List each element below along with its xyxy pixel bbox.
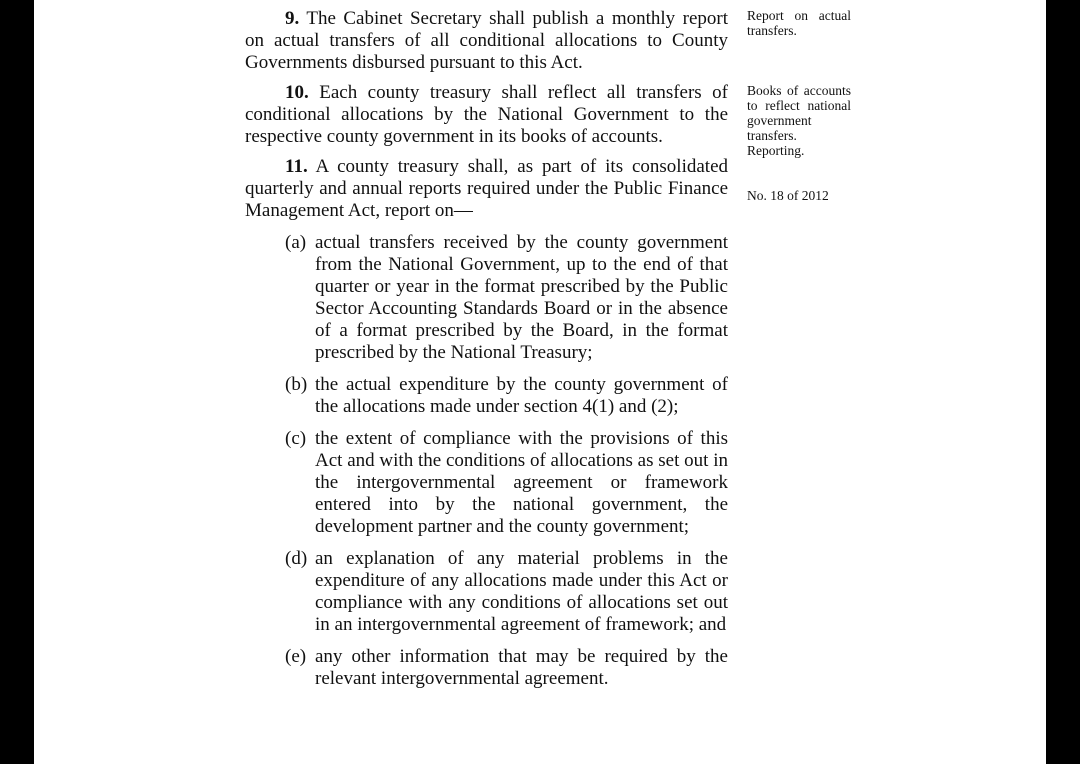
item-label: (e) xyxy=(285,646,307,667)
item-label: (d) xyxy=(285,548,308,569)
section-number: 9. xyxy=(285,8,300,29)
margin-note-act-reference: No. 18 of 2012 xyxy=(747,188,829,203)
section-text: A county treasury shall, as part of its consolidated quarterly and annual reports required under the Public Finance Management Act, report on— xyxy=(245,156,729,221)
item-label: (a) xyxy=(285,232,307,253)
list-item-d xyxy=(245,548,728,636)
section-number: 11. xyxy=(285,156,308,177)
paragraph-list xyxy=(245,232,728,690)
section-10 xyxy=(245,82,728,148)
item-text: the actual expenditure by the county government of the allocations made under section 4(1) and (2); xyxy=(315,374,728,417)
section-number: 10. xyxy=(285,82,309,103)
item-label: (b) xyxy=(285,374,308,395)
item-text: an explanation of any material problems in the expenditure of any allocations made under this Act or compliance with any conditions of allocations set out in an intergovernmental agreement of framework; and xyxy=(315,548,728,635)
main-text-column xyxy=(245,8,728,700)
section-text: The Cabinet Secretary shall publish a monthly report on actual transfers of all conditional allocations to County Governments disbursed pursuant to this Act. xyxy=(245,8,728,73)
section-9 xyxy=(245,8,728,74)
margin-note-books-text: Books of accounts to reflect national government transfers. xyxy=(747,83,851,143)
list-item-c xyxy=(245,428,728,538)
item-text: any other information that may be required by the relevant intergovernmental agreement. xyxy=(315,646,728,689)
document-page xyxy=(34,0,1046,764)
margin-note-books-of-accounts xyxy=(747,83,851,158)
list-item-a xyxy=(245,232,728,364)
list-item-b xyxy=(245,374,728,418)
item-label: (c) xyxy=(285,428,307,449)
margin-note-report-on-transfers: Report on actual transfers. xyxy=(747,8,851,38)
list-item-e xyxy=(245,646,728,690)
item-text: the extent of compliance with the provisions of this Act and with the conditions of allocations as set out in the intergovernmental agreement or framework entered into by the national government, the development partner and the county government; xyxy=(315,428,728,537)
section-11 xyxy=(245,156,728,222)
section-text: Each county treasury shall reflect all transfers of conditional allocations by the National Government to the respective county government in its books of accounts. xyxy=(245,82,728,147)
item-text: actual transfers received by the county government from the National Government, up to the end of that quarter or year in the format prescribed by the Public Sector Accounting Standards Board or in the absence of a format prescribed by the Board, in the format prescribed by the National Treasury; xyxy=(315,232,728,363)
margin-note-reporting: Reporting. xyxy=(747,143,805,158)
